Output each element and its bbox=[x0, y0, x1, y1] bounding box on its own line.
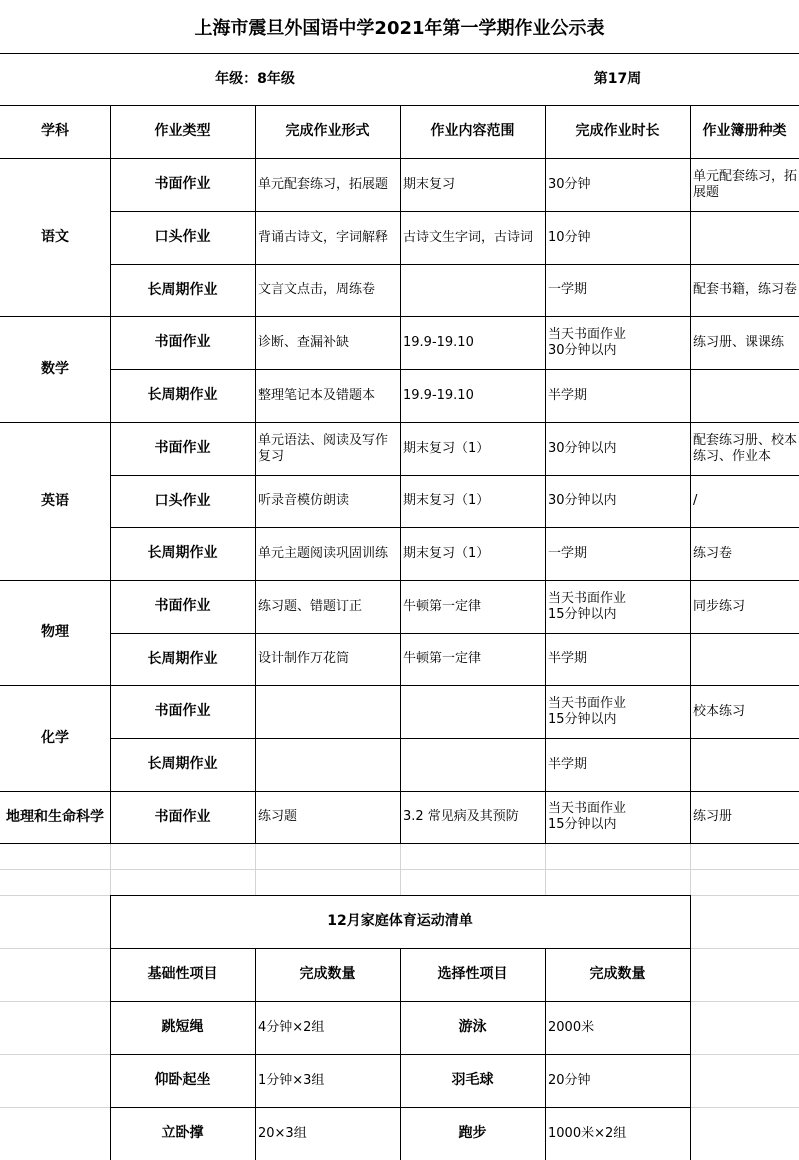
cell-time: 半学期 bbox=[548, 651, 588, 666]
sports-optional: 游泳 bbox=[458, 1019, 487, 1035]
cell-form: 设计制作万花筒 bbox=[258, 651, 350, 666]
cell-form: 单元语法、阅读及写作复习 bbox=[258, 432, 389, 464]
header-scope: 作业内容范围 bbox=[430, 123, 515, 139]
cell-scope: 期末复习（1） bbox=[403, 440, 490, 456]
cell-form: 单元配套练习，拓展题 bbox=[258, 176, 389, 192]
sports-header-basic-qty: 完成数量 bbox=[299, 966, 356, 982]
header-type: 作业类型 bbox=[154, 123, 211, 139]
cell-form: 整理笔记本及错题本 bbox=[258, 387, 376, 403]
header-form: 完成作业形式 bbox=[285, 123, 370, 139]
cell-book: / bbox=[693, 493, 698, 508]
cell-book: 单元配套练习，拓展题 bbox=[693, 168, 798, 200]
cell-form: 文言文点击，周练卷 bbox=[258, 282, 376, 297]
sports-basic-qty: 20×3组 bbox=[258, 1125, 307, 1141]
sports-basic: 仰卧起坐 bbox=[154, 1072, 211, 1088]
cell-book bbox=[690, 211, 799, 264]
cell-time: 一学期 bbox=[548, 282, 588, 297]
gridline bbox=[690, 895, 799, 896]
cell-scope: 期末复习（1） bbox=[403, 545, 490, 561]
cell-type: 书面作业 bbox=[154, 808, 211, 825]
cell-book bbox=[690, 738, 799, 791]
gridline bbox=[690, 1107, 799, 1108]
gridline bbox=[0, 1054, 110, 1055]
cell-type: 长周期作业 bbox=[147, 387, 218, 403]
cell-book: 配套书籍，练习卷 bbox=[693, 282, 798, 297]
sports-basic-qty: 4分钟×2组 bbox=[258, 1019, 325, 1035]
cell-book: 练习卷 bbox=[693, 545, 733, 561]
cell-type: 书面作业 bbox=[154, 176, 211, 192]
cell-book: 配套练习册、校本练习、作业本 bbox=[693, 432, 798, 464]
cell-scope: 期末复习（1） bbox=[403, 493, 490, 508]
cell-scope: 牛顿第一定律 bbox=[403, 651, 482, 666]
cell-scope: 19.9-19.10 bbox=[403, 334, 474, 350]
sports-basic-qty: 1分钟×3组 bbox=[258, 1072, 325, 1088]
subject-geo-bio: 地理和生命科学 bbox=[6, 808, 104, 825]
cell-type: 书面作业 bbox=[154, 598, 211, 614]
cell-scope: 牛顿第一定律 bbox=[403, 598, 482, 614]
cell-form: 练习题 bbox=[258, 809, 298, 824]
cell-book bbox=[690, 369, 799, 422]
gridline bbox=[0, 948, 110, 949]
cell-type: 长周期作业 bbox=[147, 756, 218, 772]
cell-time: 10分钟 bbox=[548, 229, 591, 245]
sports-optional-qty: 1000米×2组 bbox=[548, 1125, 627, 1141]
subject-chinese: 语文 bbox=[41, 228, 69, 245]
week-label: 第17周 bbox=[593, 70, 642, 87]
cell-time: 一学期 bbox=[548, 545, 588, 561]
cell-scope: 3.2 常见病及其预防 bbox=[403, 809, 519, 824]
cell-time: 当天书面作业 15分钟以内 bbox=[548, 695, 627, 727]
gridline bbox=[0, 1107, 110, 1108]
subject-math: 数学 bbox=[41, 360, 69, 377]
cell-scope: 期末复习 bbox=[403, 176, 456, 192]
cell-type: 口头作业 bbox=[154, 229, 211, 245]
cell-form bbox=[255, 738, 400, 791]
gridline bbox=[690, 1001, 799, 1002]
grade-label: 年级：8年级 bbox=[215, 70, 295, 87]
cell-form: 练习题、错题订正 bbox=[258, 598, 363, 614]
sports-optional-qty: 20分钟 bbox=[548, 1072, 591, 1088]
cell-time: 30分钟以内 bbox=[548, 493, 617, 508]
page-title: 上海市震旦外国语中学2021年第一学期作业公示表 bbox=[194, 17, 605, 39]
subject-english: 英语 bbox=[41, 492, 69, 509]
cell-book: 练习册 bbox=[693, 809, 733, 824]
cell-type: 长周期作业 bbox=[147, 545, 218, 561]
sports-header-optional-qty: 完成数量 bbox=[589, 966, 646, 982]
gridline bbox=[0, 895, 110, 896]
gridline bbox=[0, 869, 799, 870]
cell-time: 当天书面作业 15分钟以内 bbox=[548, 801, 627, 832]
gridline bbox=[690, 1054, 799, 1055]
cell-scope: 19.9-19.10 bbox=[403, 387, 474, 403]
cell-time: 30分钟以内 bbox=[548, 440, 617, 456]
sports-optional: 羽毛球 bbox=[451, 1072, 494, 1088]
sports-header-optional: 选择性项目 bbox=[437, 966, 508, 982]
sports-basic: 立卧撑 bbox=[161, 1125, 204, 1141]
header-book: 作业簿册种类 bbox=[702, 123, 787, 139]
cell-scope bbox=[400, 685, 545, 738]
cell-type: 书面作业 bbox=[154, 334, 211, 350]
cell-form bbox=[255, 685, 400, 738]
cell-time: 当天书面作业 30分钟以内 bbox=[548, 326, 627, 358]
gridline bbox=[690, 948, 799, 949]
cell-time: 半学期 bbox=[548, 387, 588, 403]
cell-time: 30分钟 bbox=[548, 176, 591, 192]
cell-type: 口头作业 bbox=[154, 492, 211, 509]
gridline bbox=[0, 1001, 110, 1002]
border bbox=[690, 895, 691, 1160]
cell-book: 校本练习 bbox=[693, 703, 746, 719]
cell-scope: 古诗文生字词，古诗词 bbox=[403, 229, 534, 245]
cell-type: 长周期作业 bbox=[147, 281, 218, 298]
cell-type: 书面作业 bbox=[154, 440, 211, 456]
cell-scope bbox=[400, 738, 545, 791]
subject-physics: 物理 bbox=[41, 624, 69, 640]
cell-time: 半学期 bbox=[548, 756, 588, 772]
header-time: 完成作业时长 bbox=[575, 123, 660, 139]
cell-book: 同步练习 bbox=[693, 598, 746, 614]
sports-optional: 跑步 bbox=[458, 1125, 487, 1141]
cell-type: 长周期作业 bbox=[147, 650, 218, 667]
cell-form: 听录音模仿朗读 bbox=[258, 493, 350, 508]
cell-book: 练习册、课课练 bbox=[693, 334, 785, 350]
cell-form: 背诵古诗文，字词解释 bbox=[258, 229, 389, 245]
subject-chemistry: 化学 bbox=[41, 729, 69, 746]
header-subject: 学科 bbox=[41, 123, 69, 139]
cell-form: 诊断、查漏补缺 bbox=[258, 334, 350, 350]
cell-form: 单元主题阅读巩固训练 bbox=[258, 545, 389, 561]
sports-optional-qty: 2000米 bbox=[548, 1019, 595, 1035]
sports-title: 12月家庭体育运动清单 bbox=[327, 913, 473, 929]
cell-scope bbox=[400, 264, 545, 316]
cell-book bbox=[690, 633, 799, 685]
cell-type: 书面作业 bbox=[154, 703, 211, 719]
sports-basic: 跳短绳 bbox=[161, 1019, 204, 1035]
sports-header-basic: 基础性项目 bbox=[147, 966, 218, 982]
cell-time: 当天书面作业 15分钟以内 bbox=[548, 590, 627, 622]
